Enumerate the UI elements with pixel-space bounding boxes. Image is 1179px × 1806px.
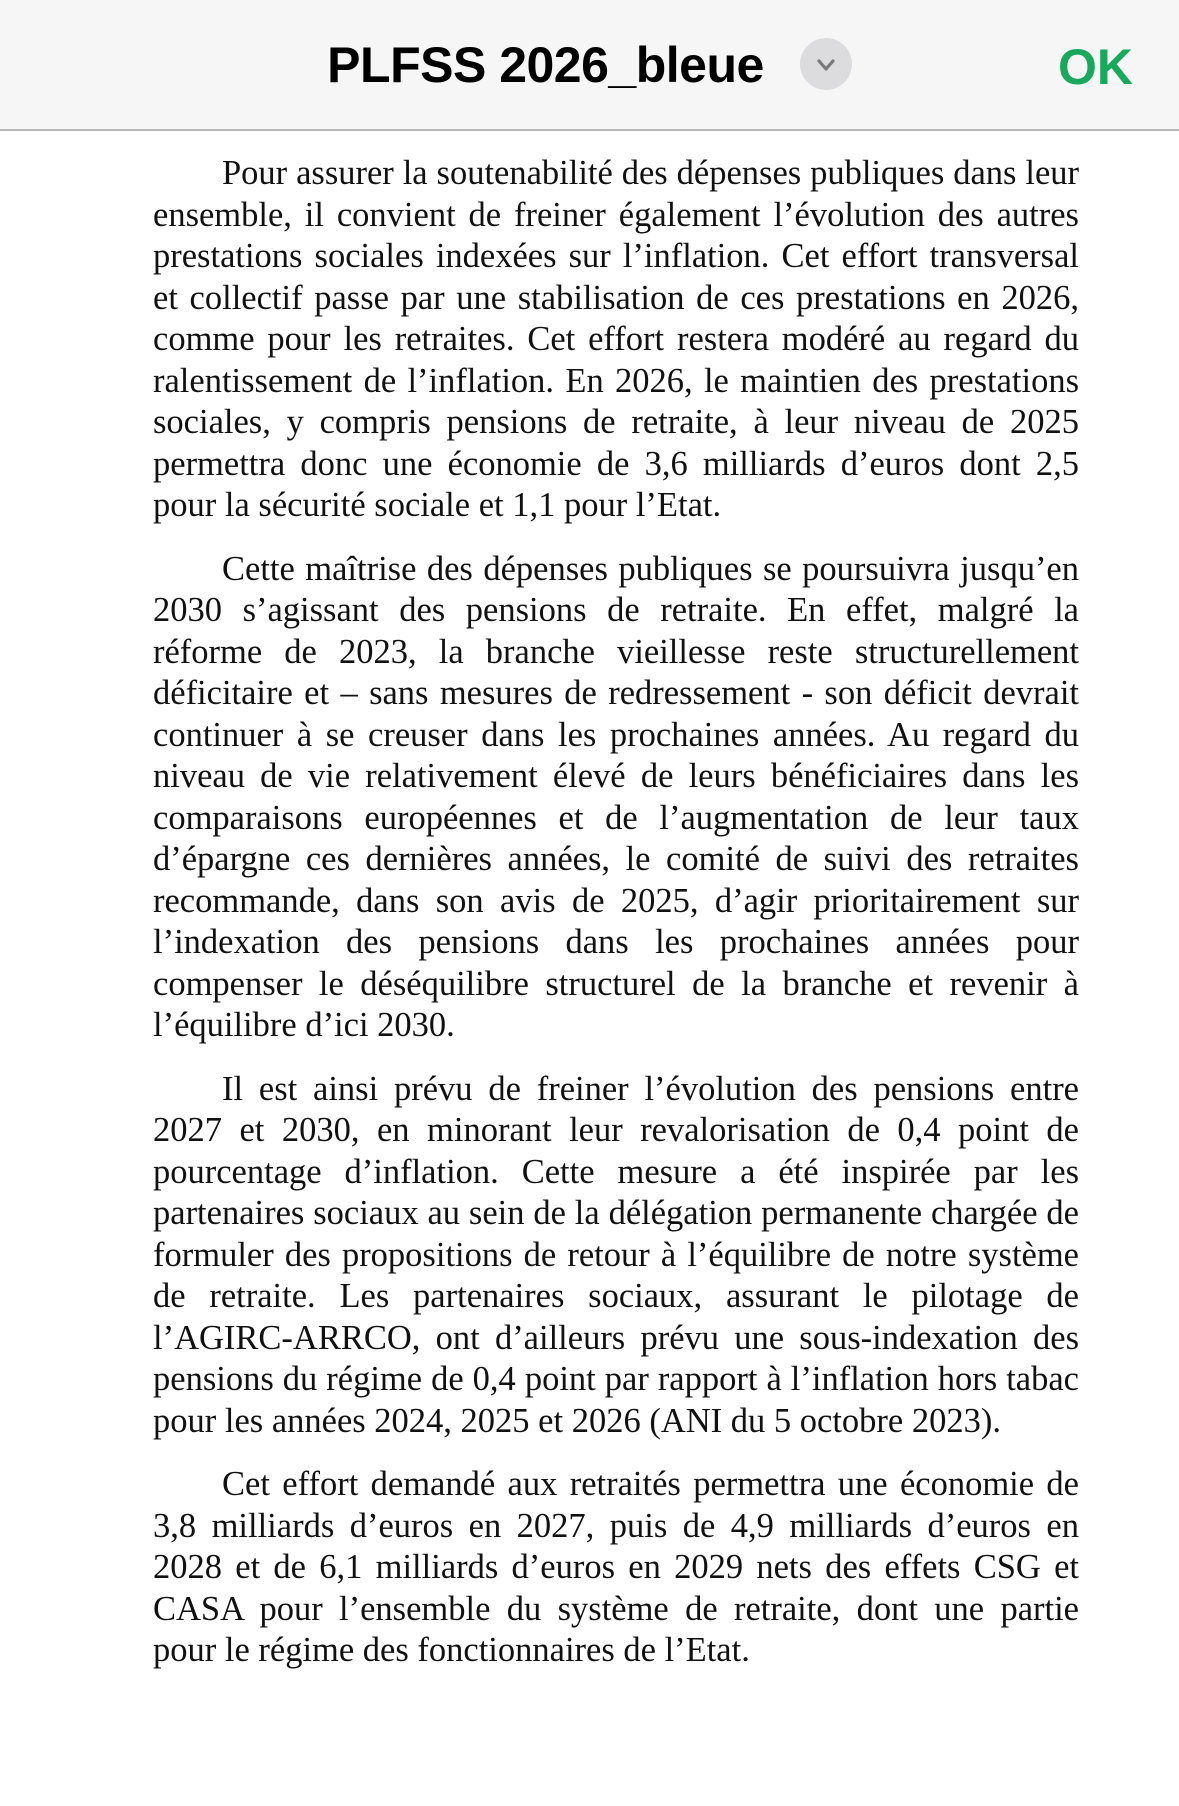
document-title-wrap[interactable]: [0, 36, 1179, 94]
chevron-down-icon: [814, 53, 838, 77]
ok-button[interactable]: OK: [1058, 39, 1133, 95]
document-title[interactable]: PLFSS 2026_bleue: [327, 37, 764, 93]
document-body: [153, 153, 1079, 1694]
paragraph: Il est ainsi prévu de freiner l’évolution des pensions entre 2027 et 2030, en minorant leur revalorisation de 0,4 point de pourcentage d’inflation. Cette mesure a été inspirée par les partenaires sociaux au sein de la délégation permanente chargée de formuler des propositions de retour à l’équilibre de notre système de retraite. Les partenaires sociaux, assurant le pilotage de l’AGIRC-ARRCO, ont d’ailleurs prévu une sous-indexation des pensions du régime de 0,4 point par rapport à l’inflation hors tabac pour les années 2024, 2025 et 2026 (ANI du 5 octobre 2023).: [153, 1069, 1079, 1440]
paragraph: Cet effort demandé aux retraités permettra une économie de 3,8 milliards d’euros en 2027, puis de 4,9 milliards d’euros en 2028 et de 6,1 milliards d’euros en 2029 nets des effets CSG et CASA pour l’ensemble du système de retraite, dont une partie pour le régime des fonctionnaires de l’Etat.: [153, 1465, 1079, 1669]
paragraph: Pour assurer la soutenabilité des dépenses publiques dans leur ensemble, il convient de freiner également l’évolution des autres prestations sociales indexées sur l’inflation. Cet effort transversal et collectif passe par une stabilisation de ces prestations en 2026, comme pour les retraites. Cet effort restera modéré au regard du ralentissement de l’inflation. En 2026, le maintien des prestations sociales, y compris pensions de retraite, à leur niveau de 2025 permettra donc une économie de 3,6 milliards d’euros dont 2,5 pour la sécurité sociale et 1,1 pour l’Etat.: [153, 154, 1079, 524]
paragraph: Cette maîtrise des dépenses publiques se poursuivra jusqu’en 2030 s’agissant des pensions de retraite. En effet, malgré la réforme de 2023, la branche vieillesse reste structurellement déficitaire et – sans mesures de redressement - son déficit devrait continuer à se creuser dans les prochaines années. Au regard du niveau de vie relativement élevé de leurs bénéficiaires dans les comparaisons européennes et de l’augmentation de leur taux d’épargne ces dernières années, le comité de suivi des retraites recommande, dans son avis de 2025, d’agir prioritairement sur l’indexation des pensions dans les prochaines années pour compenser le déséquilibre structurel de la branche et revenir à l’équilibre d’ici 2030.: [153, 549, 1079, 1044]
document-header-bar: [0, 0, 1179, 131]
title-dropdown-button[interactable]: [800, 38, 852, 90]
